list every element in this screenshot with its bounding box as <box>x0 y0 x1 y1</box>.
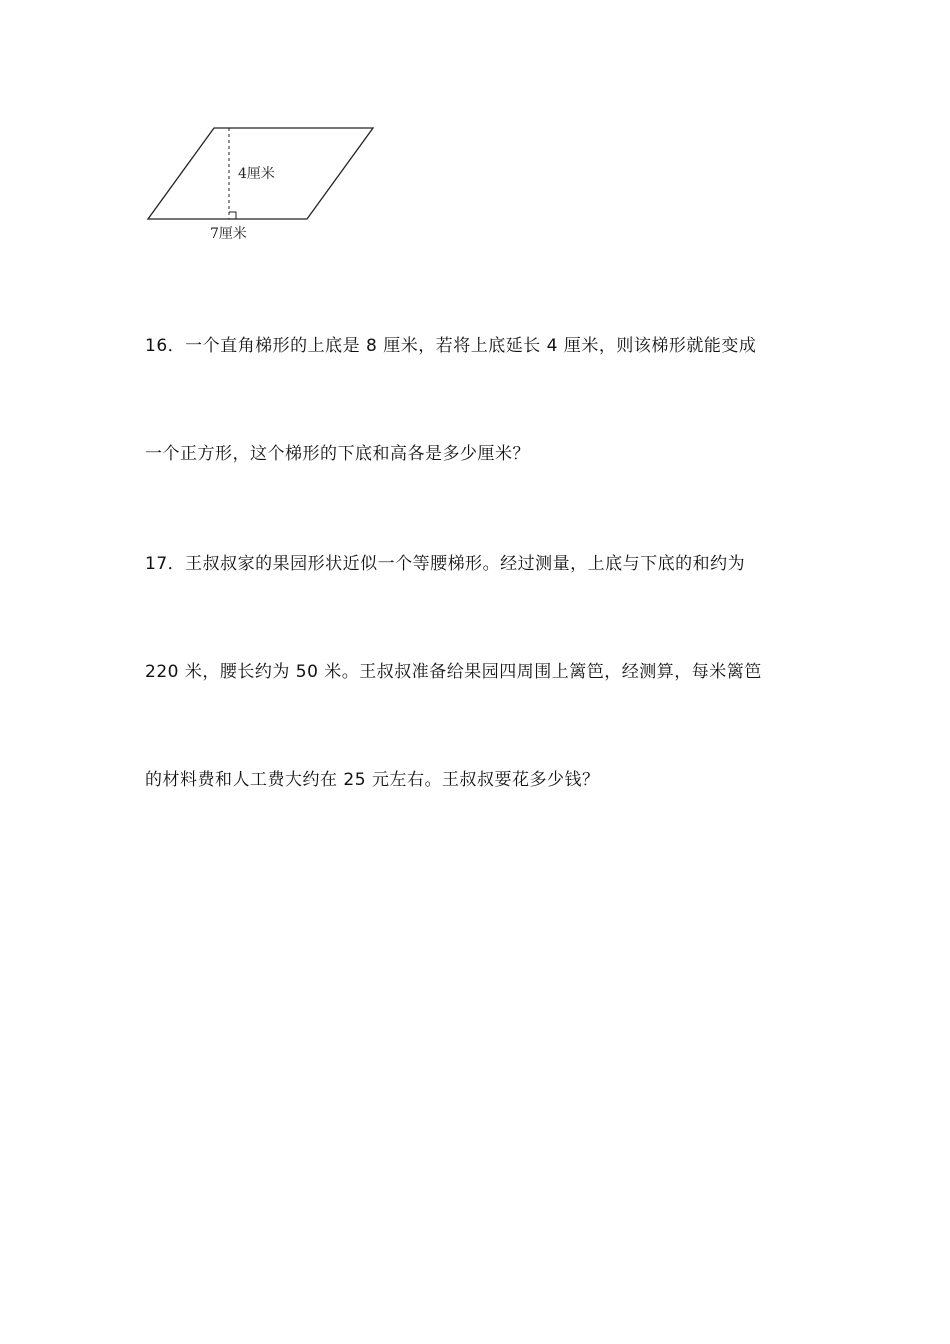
question-17-line-2: 220 米，腰长约为 50 米。王叔叔准备给果园四周围上篱笆，经测算，每米篱笆 <box>145 662 762 682</box>
base-label: 7厘米 <box>210 226 247 242</box>
right-angle-marker <box>229 212 236 219</box>
question-17-line-1: 17．王叔叔家的果园形状近似一个等腰梯形。经过测量，上底与下底的和约为 <box>145 554 746 574</box>
question-17-line-3: 的材料费和人工费大约在 25 元左右。王叔叔要花多少钱？ <box>145 770 600 790</box>
parallelogram-figure <box>130 118 390 248</box>
height-label: 4厘米 <box>238 166 275 182</box>
question-17 <box>145 474 805 870</box>
parallelogram-diagram <box>130 118 390 248</box>
question-16-line-2: 一个正方形，这个梯形的下底和高各是多少厘米？ <box>145 444 530 464</box>
question-16-line-1: 16．一个直角梯形的上底是 8 厘米，若将上底延长 4 厘米，则该梯形就能变成 <box>145 336 757 356</box>
